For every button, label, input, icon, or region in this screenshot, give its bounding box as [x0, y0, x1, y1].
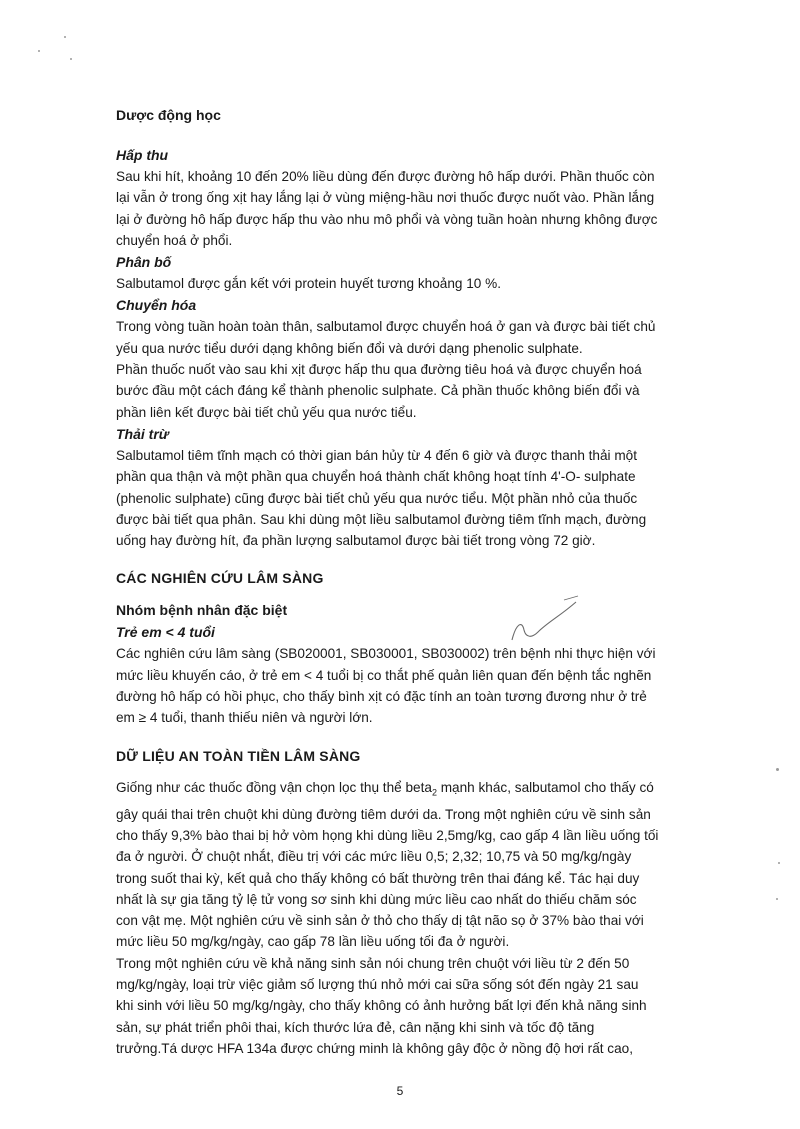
text-line: lại vẫn ở trong ống xịt hay lắng lại ở vùng miệng-hầu nơi thuốc được nuốt vào. Phần lắng: [116, 190, 655, 206]
scan-speck: [38, 50, 40, 52]
text-line: [116, 777, 708, 804]
children-paragraph: [116, 643, 708, 728]
text-line: Trong vòng tuần hoàn toàn thân, salbutamol được chuyển hoá ở gan và được bài tiết chủ: [116, 319, 656, 335]
text-line: mức liều 50 mg/kg/ngày, cao gấp 78 lần liều uống tối đa ở người.: [116, 934, 510, 950]
pharmacokinetics-heading: Dược động học: [116, 107, 221, 123]
children-title: Trẻ em < 4 tuổi: [116, 624, 215, 641]
elimination-title: Thải trừ: [116, 425, 169, 442]
preclinical-paragraph-2: [116, 953, 708, 1059]
text-line: Trong một nghiên cứu về khả năng sinh sản nói chung trên chuột với liều từ 2 đến 50: [116, 955, 630, 971]
text-line: lại ở đường hô hấp được hấp thu vào nhu mô phổi và vòng tuần hoàn nhưng không được: [116, 211, 658, 227]
scan-speck: [776, 768, 779, 771]
absorption-title: Hấp thu: [116, 147, 169, 163]
text-segment: Giống như các thuốc đồng vận chọn lọc thụ thể beta: [116, 779, 432, 795]
text-line: Phần thuốc nuốt vào sau khi xịt được hấp thu qua đường tiêu hoá và được chuyển hoá: [116, 362, 642, 378]
text-line: em ≥ 4 tuổi, thanh thiếu niên và người lớn.: [116, 710, 373, 726]
scan-speck: [70, 58, 72, 60]
text-line: chuyển hoá ở phổi.: [116, 232, 233, 248]
absorption-paragraph: [116, 166, 708, 251]
distribution-title: Phân bố: [116, 254, 172, 271]
metabolism-title: Chuyển hóa: [116, 297, 197, 314]
text-line: cho thấy 9,3% bào thai bị hở vòm họng khi dùng liều 2,5mg/kg, cao gấp 4 lần liều uống tối: [116, 827, 659, 843]
text-line: bước đầu một cách đáng kể thành phenolic sulphate. Cả phần thuốc không biến đổi và: [116, 383, 640, 399]
text-line: trong suốt thai kỳ, kết quả cho thấy không có bất thường trên thai đáng kể. Tác hại duy: [116, 870, 640, 886]
subscript: 2: [431, 787, 437, 798]
preclinical-paragraph-1: [116, 777, 708, 953]
text-line: Sau khi hít, khoảng 10 đến 20% liều dùng đến được đường hô hấp dưới. Phần thuốc còn: [116, 169, 655, 184]
document-page: [116, 104, 708, 1059]
scan-speck: [776, 898, 778, 900]
text-line: trưởng.Tá dược HFA 134a được chứng minh là không gây độc ở nồng độ hơi rất cao,: [116, 1040, 633, 1056]
text-line: mg/kg/ngày, loại trừ việc giảm số lượng thú nhỏ mới cai sữa sống sót đến ngày 21 sau: [116, 977, 639, 993]
preclinical-safety-heading: DỮ LIỆU AN TOÀN TIỀN LÂM SÀNG: [116, 747, 361, 764]
scan-speck: [778, 862, 780, 864]
text-line: khi sinh với liều 50 mg/kg/ngày, cho thấy không có ảnh hưởng bất lợi đến khả năng sinh: [116, 998, 647, 1014]
page-number: 5: [396, 1084, 404, 1098]
text-line: mức liều khuyến cáo, ở trẻ em < 4 tuổi bị co thắt phế quản liên quan đến bệnh tắc nghẽn: [116, 667, 652, 683]
special-populations-heading: Nhóm bệnh nhân đặc biệt: [116, 602, 288, 619]
text-line: đường hô hấp có hồi phục, cho thấy bình xịt có đặc tính an toàn tương đương như ở trẻ: [116, 689, 647, 705]
clinical-studies-heading: CÁC NGHIÊN CỨU LÂM SÀNG: [116, 570, 324, 587]
text-line: gây quái thai trên chuột khi dùng đường tiêm dưới da. Trong một nghiên cứu về sinh sản: [116, 806, 651, 822]
text-segment: mạnh khác, salbutamol cho thấy có: [436, 779, 654, 795]
distribution-paragraph: Salbutamol được gắn kết với protein huyết tương khoảng 10 %.: [116, 276, 502, 292]
text-line: phần liên kết được bài tiết chủ yếu qua nước tiểu.: [116, 404, 417, 420]
text-line: đa ở người. Ở chuột nhắt, điều trị với các mức liều 0,5; 2,32; 10,75 và 50 mg/kg/ngày: [116, 849, 632, 865]
elimination-paragraph: [116, 445, 708, 551]
metabolism-paragraph: [116, 316, 708, 422]
scan-speck: [64, 36, 66, 38]
text-line: Salbutamol tiêm tĩnh mạch có thời gian bán hủy từ 4 đến 6 giờ và được thanh thải một: [116, 447, 638, 463]
text-line: được bài tiết qua phân. Sau khi dùng một liều salbutamol đường tiêm tĩnh mạch, đường: [116, 511, 647, 527]
text-line: yếu qua nước tiểu dưới dạng không biến đổi và dưới dạng phenolic sulphate.: [116, 340, 583, 356]
text-line: uống hay đường hít, đa phần lượng salbutamol được bài tiết trong vòng 72 giờ.: [116, 533, 596, 549]
text-line: sản, sự phát triển phôi thai, kích thước lứa đẻ, cân nặng khi sinh và tốc độ tăng: [116, 1019, 595, 1035]
text-line: Các nghiên cứu lâm sàng (SB020001, SB030001, SB030002) trên bệnh nhi thực hiện với: [116, 646, 656, 662]
text-line: phần qua thận và một phần qua chuyển hoá thành chất không hoạt tính 4'-O- sulphate: [116, 469, 636, 485]
text-line: (phenolic sulphate) cũng được bài tiết chủ yếu qua nước tiểu. Một phần nhỏ của thuốc: [116, 490, 638, 506]
text-line: nhất là sự gia tăng tỷ lệ tử vong sơ sinh khi dùng mức liều cao nhất do thiếu chăm sóc: [116, 891, 637, 907]
text-line: con vật mẹ. Một nghiên cứu về sinh sản ở thỏ cho thấy dị tật não sọ ở 37% bào thai với: [116, 913, 644, 929]
